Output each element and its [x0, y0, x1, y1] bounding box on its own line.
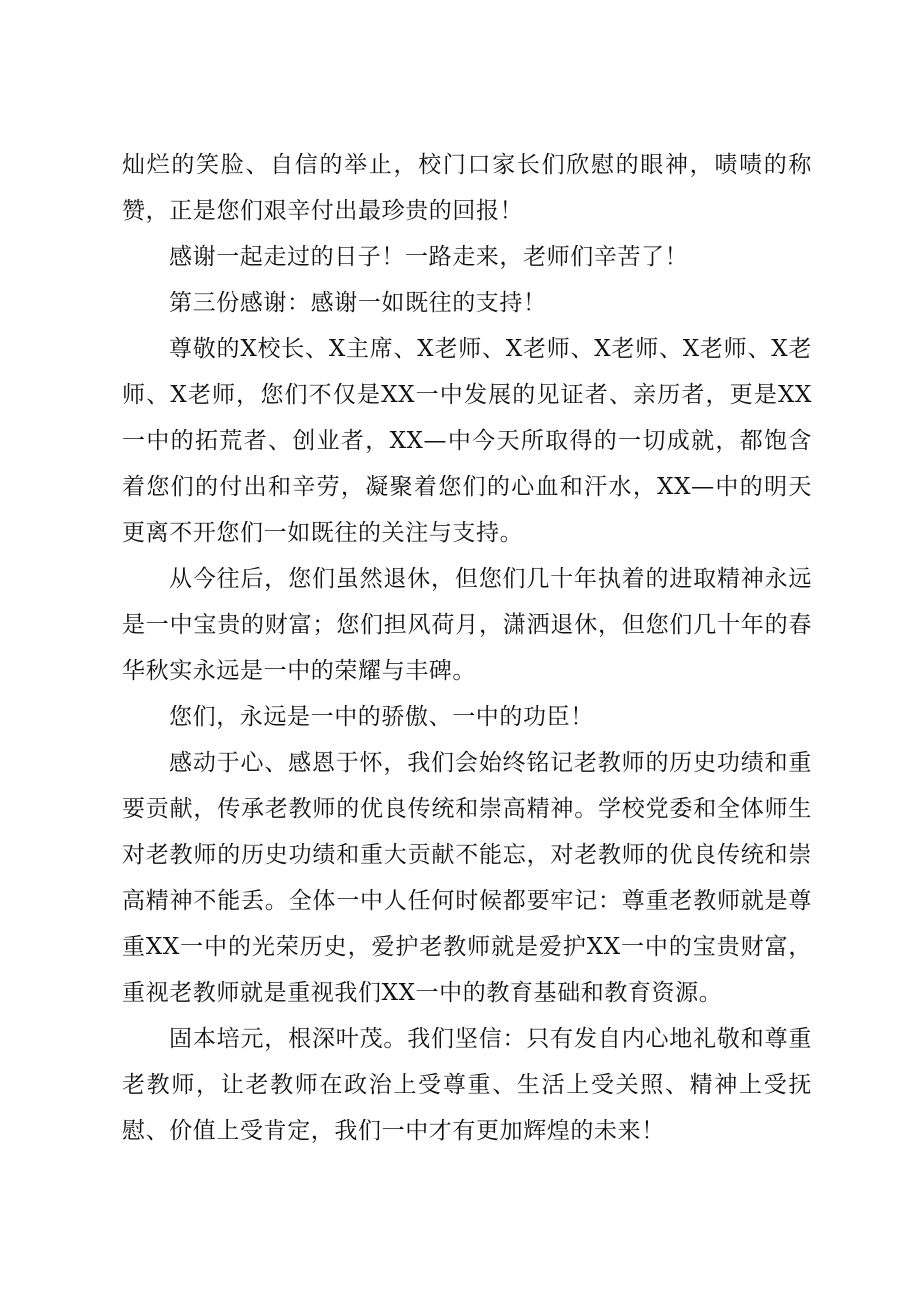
paragraph-third-thanks-heading: 第三份感谢：感谢一如既往的支持！: [169, 290, 547, 316]
paragraph-continued-praise: 灿烂的笑脸、自信的举止，校门口家长们欣慰的眼神，啧啧的称赞，正是您们艰辛付出最珍贵的回报！: [122, 152, 812, 224]
document-body: [122, 142, 812, 1154]
paragraph-thanks-journey: 感谢一起走过的日子！一路走来，老师们辛苦了！: [169, 244, 689, 270]
paragraph-respected-teachers: 尊敬的X校长、X主席、X老师、X老师、X老师、X老师、X老师、X老师，您们不仅是XX一中发展的见证者、亲历者，更是XX一中的拓荒者、创业者，XX—中今天所取得的一切成就，都饱含着您们的付出和辛劳，凝聚着您们的心血和汗水，XX—中的明天更离不开您们一如既往的关注与支持。: [122, 336, 812, 546]
paragraph-gratitude: 感动于心、感恩于怀，我们会始终铭记老教师的历史功绩和重要贡献，传承老教师的优良传统和崇高精神。学校党委和全体师生对老教师的历史功绩和重大贡献不能忘，对老教师的优良传统和崇高精神不能丢。全体一中人任何时候都要牢记：尊重老教师就是尊重XX一中的光荣历史，爱护老教师就是爱护XX一中的宝贵财富，重视老教师就是重视我们XX一中的教育基础和教育资源。: [122, 750, 812, 1006]
paragraph-future: 固本培元，根深叶茂。我们坚信：只有发自内心地礼敬和尊重老教师，让老教师在政治上受尊重、生活上受关照、精神上受抚慰、价值上受肯定，我们一中才有更加辉煌的未来！: [122, 1026, 812, 1144]
paragraph-retirement: 从今往后，您们虽然退休，但您们几十年执着的进取精神永远是一中宝贵的财富；您们担风荷月，潇洒退休，但您们几十年的春华秋实永远是一中的荣耀与丰碑。: [122, 566, 812, 684]
paragraph-pride: 您们，永远是一中的骄傲、一中的功臣！: [169, 704, 594, 730]
